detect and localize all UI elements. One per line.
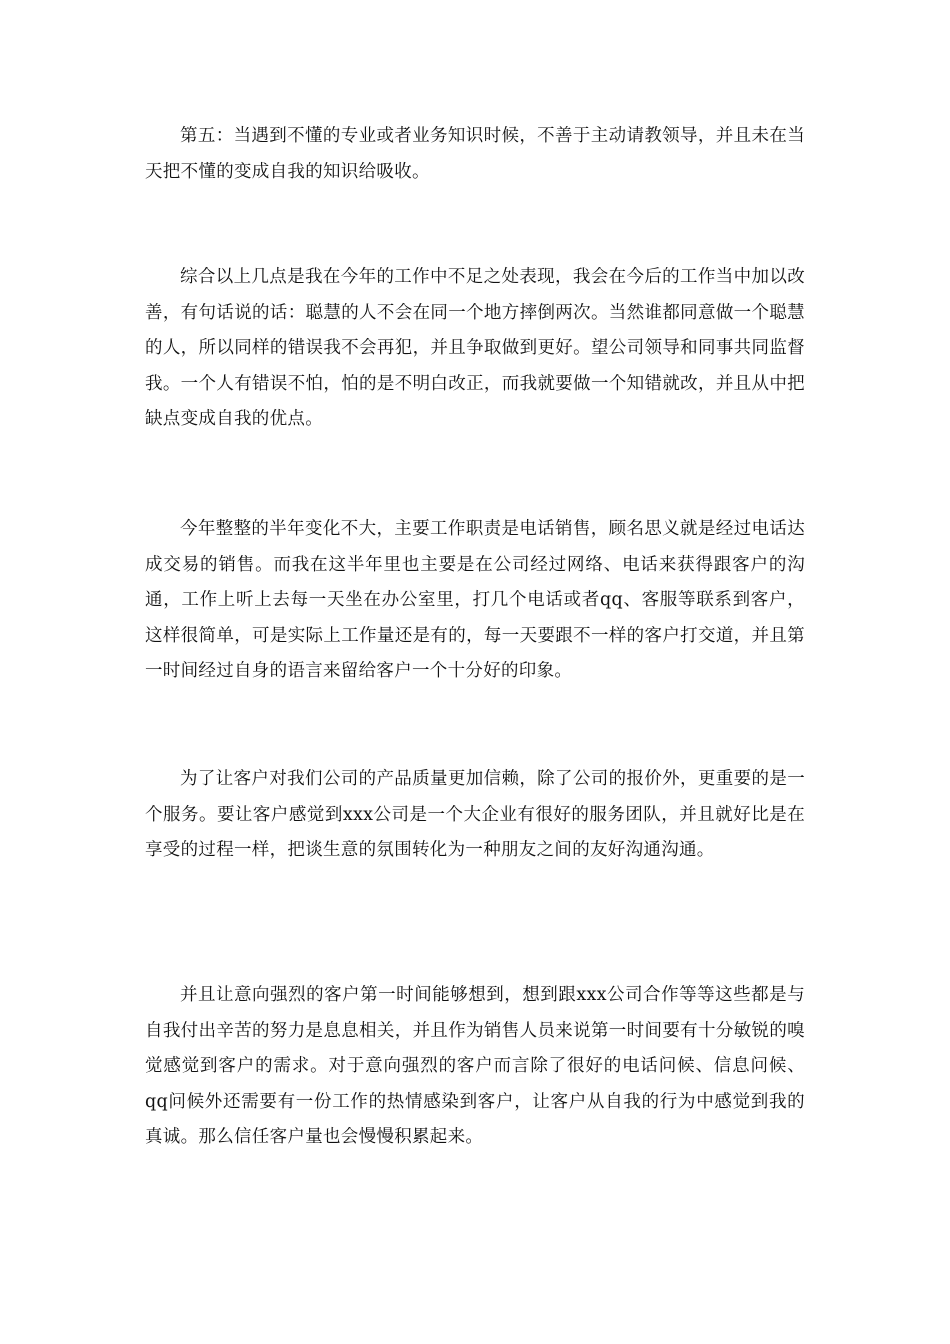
- paragraph-customer-trust: 并且让意向强烈的客户第一时间能够想到，想到跟xxx公司合作等等这些都是与自我付出辛苦的努力是息息相关，并且作为销售人员来说第一时间要有十分敏锐的嗅觉感觉到客户的需求。对于意向强烈的客户而言除了很好的电话问候、信息问候、qq问候外还需要有一份工作的热情感染到客户，让客户从自我的行为中感觉到我的真诚。那么信任客户量也会慢慢积累起来。: [145, 985, 805, 1147]
- paragraph-summary-improvement: 综合以上几点是我在今年的工作中不足之处表现，我会在今后的工作当中加以改善，有句话说的话：聪慧的人不会在同一个地方摔倒两次。当然谁都同意做一个聪慧的人，所以同样的错误我不会再犯，并且争取做到更好。望公司领导和同事共同监督我。一个人有错误不怕，怕的是不明白改正，而我就要做一个知错就改，并且从中把缺点变成自我的优点。: [145, 267, 805, 429]
- paragraph-customer-service: 为了让客户对我们公司的产品质量更加信赖，除了公司的报价外，更重要的是一个服务。要让客户感觉到xxx公司是一个大企业有很好的服务团队，并且就好比是在享受的过程一样，把谈生意的氛围转化为一种朋友之间的友好沟通沟通。: [145, 769, 805, 860]
- paragraph-phone-sales-work: 今年整整的半年变化不大，主要工作职责是电话销售，顾名思义就是经过电话达成交易的销售。而我在这半年里也主要是在公司经过网络、电话来获得跟客户的沟通，工作上听上去每一天坐在办公室里，打几个电话或者qq、客服等联系到客户，这样很简单，可是实际上工作量还是有的，每一天要跟不一样的客户打交道，并且第一时间经过自身的语言来留给客户一个十分好的印象。: [145, 519, 805, 681]
- paragraph-weakness-five: 第五：当遇到不懂的专业或者业务知识时候，不善于主动请教领导，并且未在当天把不懂的变成自我的知识给吸收。: [145, 126, 805, 182]
